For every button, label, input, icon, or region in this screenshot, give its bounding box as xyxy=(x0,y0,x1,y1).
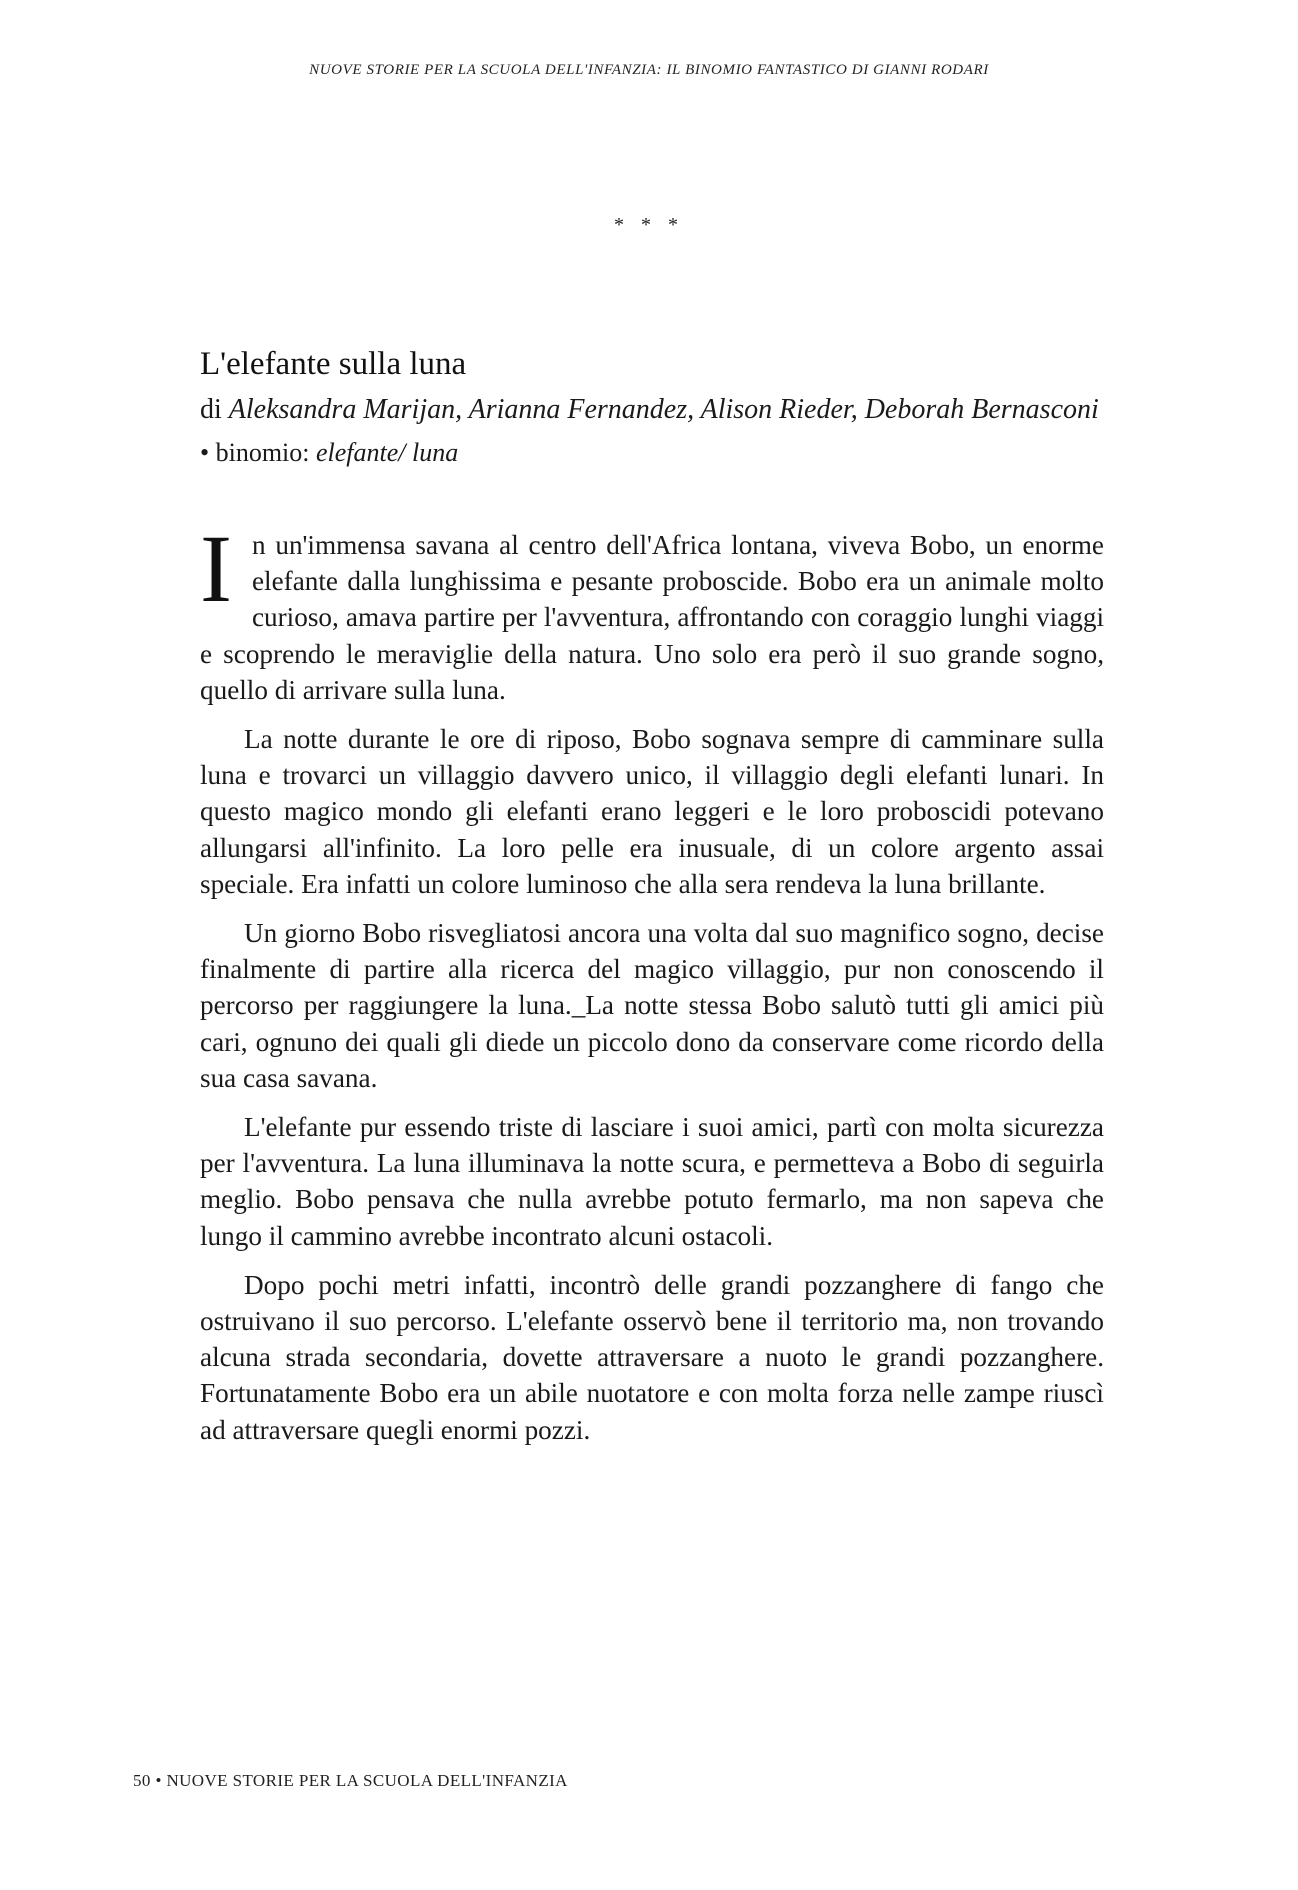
paragraph-3: Un giorno Bobo risvegliatosi ancora una volta dal suo magnifico sogno, decise finalmente di partire alla ricerca del magico villaggio, pur non conoscendo il percorso per raggiungere la luna._La notte stessa Bobo salutò tutti gli amici più cari, ognuno dei quali gli diede un piccolo dono da conservare come ricordo della sua casa savana. xyxy=(200,918,1104,1093)
running-head: NUOVE STORIE PER LA SCUOLA DELL'INFANZIA: IL BINOMIO FANTASTICO DI GIANNI RODARI xyxy=(309,62,989,78)
authors-names: Aleksandra Marijan, Arianna Fernandez, Alison Rieder, Deborah Bernasconi xyxy=(228,394,1099,425)
paragraph-2: La notte durante le ore di riposo, Bobo sognava sempre di camminare sulla luna e trovarci un villaggio davvero unico, il villaggio degli elefanti lunari. In questo magico mondo gli elefanti erano leggeri e le loro proboscidi potevano allungarsi all'infinito. La loro pelle era inusuale, di un colore argento assai speciale. Era infatti un colore luminoso che alla sera rendeva la luna brillante. xyxy=(200,724,1104,899)
page-folio: 50 • NUOVE STORIE PER LA SCUOLA DELL'INFANZIA xyxy=(133,1771,568,1790)
section-separator: * * * xyxy=(614,214,684,236)
paragraph-4: L'elefante pur essendo triste di lasciare i suoi amici, partì con molta sicurezza per l'avventura. La luna illuminava la notte scura, e permetteva a Bobo di seguirla meglio. Bobo pensava che nulla avrebbe potuto fermarlo, ma non sapeva che lungo il cammino avrebbe incontrato alcuni ostacoli. xyxy=(200,1112,1104,1251)
drop-cap: I xyxy=(200,515,232,622)
story-body xyxy=(200,515,1104,1448)
paragraph-5: Dopo pochi metri infatti, incontrò delle grandi pozzanghere di fango che ostruivano il suo percorso. L'elefante osservò bene il territorio ma, non trovando alcuna strada secondaria, dovette attraversare a nuoto le grandi pozzanghere. Fortunatamente Bobo era un abile nuotatore e con molta forza nelle zampe riuscì ad attraversare quegli enormi pozzi. xyxy=(200,1269,1104,1445)
story xyxy=(200,344,1104,1461)
binomio-value: elefante/ luna xyxy=(316,438,459,467)
authors-prefix: di xyxy=(200,394,229,425)
binomio-line xyxy=(200,435,1104,471)
story-authors xyxy=(200,392,1104,427)
story-title: L'elefante sulla luna xyxy=(200,346,467,382)
paragraph-1-text: n un'immensa savana al centro dell'Africa lontana, viveva Bobo, un enorme elefante dalla lunghissima e pesante proboscide. Bobo era un animale molto curioso, amava partire per l'avventura, affrontando con coraggio lunghi viaggi e scoprendo le meraviglie della natura. Uno solo era però il suo grande sogno, quello di arrivare sulla luna. xyxy=(200,530,1104,705)
binomio-label: • binomio: xyxy=(200,438,316,467)
paragraph-1 xyxy=(200,515,1104,708)
